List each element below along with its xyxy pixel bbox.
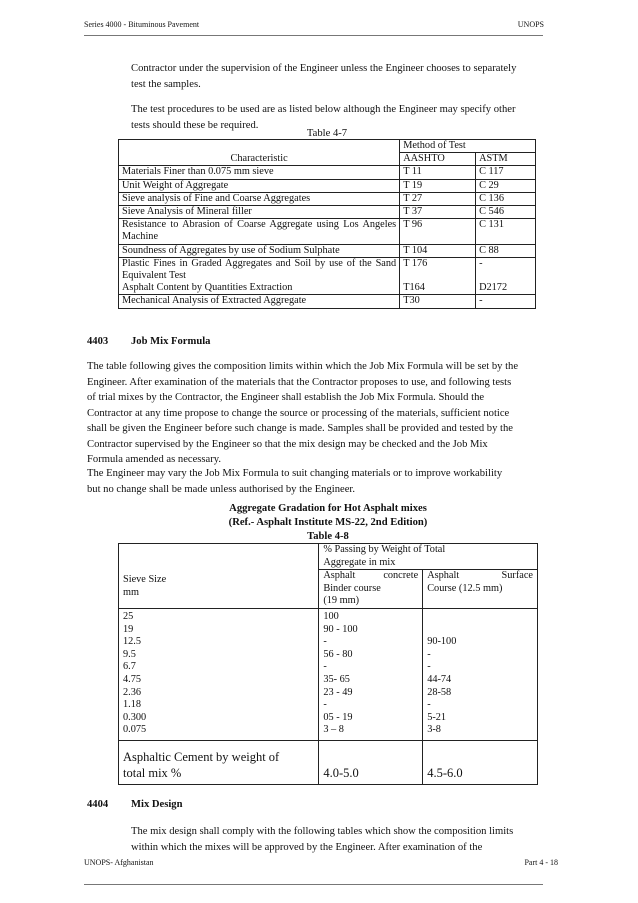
- text-line: The table following gives the composition limits within which the Job Mix Formula will be set by the: [87, 361, 519, 372]
- header-line: % Passing by Weight of Total: [323, 544, 446, 555]
- table-title-line: Aggregate Gradation for Hot Asphalt mixes: [229, 503, 427, 514]
- gradation-value: 0.075: [123, 724, 147, 736]
- table-cell: D2172: [476, 282, 536, 295]
- text-line: test the samples.: [131, 78, 201, 90]
- text-line: but no change shall be made unless authorised by the Engineer.: [87, 483, 356, 495]
- table-4-7: [118, 139, 536, 309]
- gradation-value: -: [427, 648, 431, 660]
- table-row: [119, 282, 536, 295]
- table-cell: Sieve analysis of Fine and Coarse Aggregates: [119, 192, 400, 205]
- header-word: Asphalt: [427, 570, 460, 582]
- section-4403-number: 4403: [87, 336, 109, 347]
- text-line: Formula amended as necessary.: [87, 454, 222, 465]
- gradation-value: 100: [323, 610, 339, 622]
- table-cell: T 27: [400, 192, 476, 205]
- table-4-8-title: [118, 502, 538, 544]
- table-cell: C 88: [476, 244, 536, 257]
- table-row: [119, 244, 536, 257]
- text-line: Contractor supervised by the Engineer so that the mix design may be checked and the Job Mix: [87, 438, 488, 450]
- header-word: Asphalt: [323, 570, 356, 582]
- asphaltic-cement-row: [119, 740, 538, 784]
- gradation-value: 05 - 19: [323, 711, 353, 723]
- passing-header: [319, 544, 538, 570]
- table-cell: Soundness of Aggregates by use of Sodium Sulphate: [119, 244, 400, 257]
- table-cell: C 136: [476, 192, 536, 205]
- table-cell: Mechanical Analysis of Extracted Aggregate: [119, 295, 400, 308]
- footer-org: UNOPS- Afghanistan: [84, 858, 154, 867]
- table-cell: T 19: [400, 179, 476, 192]
- table-cell: Sieve Analysis of Mineral filler: [119, 206, 400, 219]
- label-line: total mix %: [123, 765, 182, 780]
- gradation-value: 5-21: [427, 711, 447, 723]
- characteristic-header: Characteristic: [119, 153, 400, 166]
- table-row: [119, 166, 536, 179]
- footer-page-number: Part 4 - 18: [524, 858, 558, 867]
- section-4404-number: 4404: [87, 799, 109, 810]
- cement-surface-value: 4.5-6.0: [423, 740, 538, 784]
- table-cell: Resistance to Abrasion of Coarse Aggregate using Los Angeles Machine: [119, 219, 400, 244]
- gradation-value: 3-8: [427, 724, 441, 736]
- header-line: Course (12.5 mm): [427, 582, 503, 594]
- text-line: shall be given the Engineer before such change is made. Samples shall be provided and tested by the: [87, 423, 513, 434]
- text-line: Contractor at any time propose to change the source or processing of the materials, sufficient notice: [87, 407, 510, 419]
- gradation-value: 6.7: [123, 661, 136, 673]
- table-cell: C 546: [476, 206, 536, 219]
- gradation-value: 9.5: [123, 648, 136, 660]
- gradation-value: 4.75: [123, 673, 142, 685]
- table-cell: C 131: [476, 219, 536, 244]
- section-4404-title: Mix Design: [131, 799, 183, 810]
- table-row: [119, 192, 536, 205]
- gradation-value: -: [323, 699, 327, 711]
- gradation-value: 90 - 100: [323, 623, 358, 635]
- table-cell: T 104: [400, 244, 476, 257]
- text-line: Engineer. After examination of the materials that the Contractor proposes to use, and following tests: [87, 376, 512, 388]
- gradation-value: 0.300: [123, 711, 147, 723]
- gradation-value: 12.5: [123, 636, 142, 648]
- table-row: [119, 206, 536, 219]
- gradation-value: 56 - 80: [323, 648, 353, 660]
- text-line: The Engineer may vary the Job Mix Formula to suit changing materials or to improve workability: [87, 468, 503, 479]
- gradation-value: 35- 65: [323, 673, 350, 685]
- table-cell: -: [476, 295, 536, 308]
- table-cell: Materials Finer than 0.075 mm sieve: [119, 166, 400, 179]
- table-cell: T 11: [400, 166, 476, 179]
- gradation-body-row: [119, 608, 538, 740]
- surface-course-header: [423, 570, 538, 609]
- gradation-value: [427, 624, 533, 637]
- gradation-value: 90-100: [427, 636, 457, 648]
- gradation-value: 44-74: [427, 673, 452, 685]
- table-cell: Plastic Fines in Graded Aggregates and Soil by use of the Sand Equivalent Test: [119, 257, 400, 282]
- label-line: Asphaltic Cement by weight of: [123, 749, 280, 764]
- table-cell: T 96: [400, 219, 476, 244]
- sieve-sizes-column: [119, 608, 319, 740]
- header-line: mm: [123, 586, 140, 598]
- header-series-title: Series 4000 - Bituminous Pavement: [84, 20, 200, 29]
- gradation-value: -: [323, 636, 327, 648]
- table-4-8: [118, 543, 538, 785]
- table-row: [119, 179, 536, 192]
- footer-rule: [84, 884, 543, 885]
- method-header: Method of Test: [400, 140, 536, 153]
- astm-header: ASTM: [476, 153, 536, 166]
- text-line: within which the mixes will be approved by the Engineer. After examination of the: [131, 841, 483, 853]
- header-line: Binder course: [323, 582, 381, 594]
- surface-course-column: [423, 608, 538, 740]
- gradation-value: 3 – 8: [323, 724, 344, 736]
- job-mix-variation-paragraph: [87, 466, 562, 497]
- table-cell: C 29: [476, 179, 536, 192]
- gradation-value: 28-58: [427, 686, 452, 698]
- table-row: [119, 219, 536, 244]
- gradation-value: -: [323, 661, 327, 673]
- table-cell: Unit Weight of Aggregate: [119, 179, 400, 192]
- cement-binder-value: 4.0-5.0: [319, 740, 423, 784]
- table-cell: T 37: [400, 206, 476, 219]
- table-cell: -: [476, 257, 536, 282]
- header-word: Surface: [501, 570, 533, 582]
- table-4-8-caption: Table 4-8: [307, 531, 349, 542]
- mix-design-paragraph: [131, 824, 562, 855]
- job-mix-paragraph: [87, 359, 562, 468]
- gradation-value: 19: [123, 623, 134, 635]
- table-cell: Asphalt Content by Quantities Extraction: [119, 282, 400, 295]
- sieve-size-header: [119, 544, 319, 609]
- text-line: The test procedures to be used are as listed below although the Engineer may specify other: [131, 104, 516, 115]
- aashto-header: AASHTO: [400, 153, 476, 166]
- gradation-value: 2.36: [123, 686, 142, 698]
- table-title-line: (Ref.- Asphalt Institute MS-22, 2nd Edition): [228, 517, 428, 528]
- table-cell: [119, 140, 400, 153]
- text-line: of trial mixes by the Contractor, the Engineer shall establish the Job Mix Formula. Should the: [87, 392, 485, 403]
- binder-course-column: [319, 608, 423, 740]
- table-cell: C 117: [476, 166, 536, 179]
- header-line: (19 mm): [323, 595, 360, 607]
- header-org: UNOPS: [517, 20, 544, 29]
- table-row: [119, 257, 536, 282]
- gradation-value: 25: [123, 610, 134, 622]
- gradation-value: 1.18: [123, 699, 142, 711]
- intro-paragraph: [131, 61, 562, 92]
- header-line: Sieve Size: [123, 574, 167, 585]
- gradation-value: -: [427, 661, 431, 673]
- table-cell: T 176: [400, 257, 476, 282]
- gradation-value: -: [427, 699, 431, 711]
- table-cell: T164: [400, 282, 476, 295]
- asphaltic-cement-label: [119, 740, 319, 784]
- text-line: tests should these be required.: [131, 119, 259, 131]
- text-line: The mix design shall comply with the following tables which show the composition limits: [131, 826, 514, 837]
- table-4-7-caption: Table 4-7: [306, 128, 348, 139]
- gradation-value: [427, 611, 533, 624]
- header-word: concrete: [383, 570, 419, 582]
- text-line: Contractor under the supervision of the Engineer unless the Engineer chooses to separately: [131, 63, 517, 74]
- header-line: Aggregate in mix: [323, 556, 396, 568]
- table-cell: T30: [400, 295, 476, 308]
- header-rule: [84, 35, 543, 36]
- gradation-value: 23 - 49: [323, 686, 353, 698]
- table-row: [119, 295, 536, 308]
- binder-course-header: [319, 570, 423, 609]
- section-4403-title: Job Mix Formula: [131, 336, 211, 347]
